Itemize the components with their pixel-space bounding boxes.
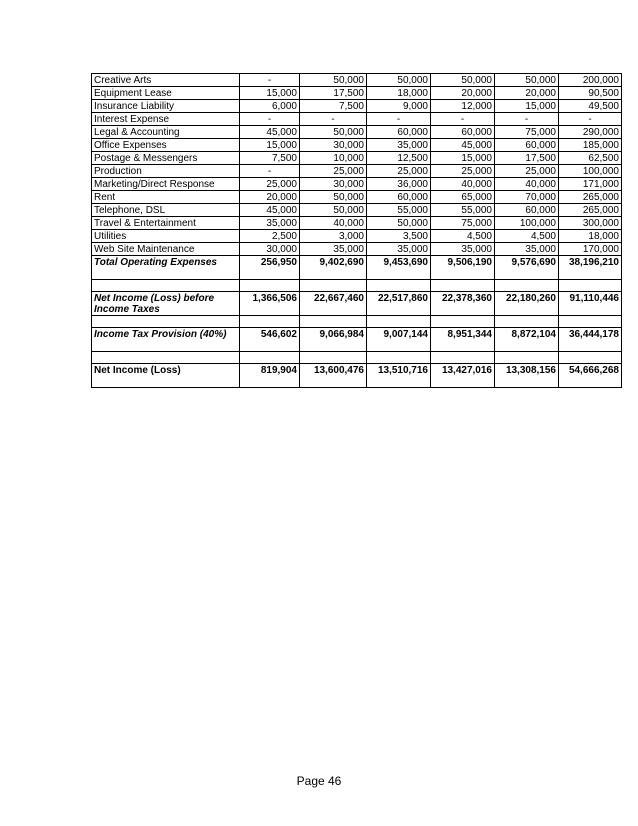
row-value: 35,000: [367, 139, 431, 152]
row-value: 50,000: [300, 191, 367, 204]
row-value: 256,950: [240, 256, 300, 280]
row-value: 4,500: [495, 230, 559, 243]
row-value: 35,000: [300, 243, 367, 256]
row-value: 20,000: [240, 191, 300, 204]
empty-cell: [559, 280, 622, 292]
row-value: 265,000: [559, 204, 622, 217]
table-row: [92, 204, 622, 217]
empty-cell: [431, 352, 495, 364]
empty-cell: [559, 352, 622, 364]
row-value: 200,000: [559, 74, 622, 87]
row-value: 40,000: [300, 217, 367, 230]
empty-cell: [300, 316, 367, 328]
table-row: [92, 243, 622, 256]
row-value: 25,000: [495, 165, 559, 178]
row-label: Creative Arts: [92, 74, 240, 87]
row-value: 9,000: [367, 100, 431, 113]
row-label: Office Expenses: [92, 139, 240, 152]
row-value: -: [300, 113, 367, 126]
row-value: 45,000: [431, 139, 495, 152]
row-value: 819,904: [240, 364, 300, 388]
row-value: 9,453,690: [367, 256, 431, 280]
empty-cell: [92, 352, 240, 364]
empty-cell: [367, 352, 431, 364]
empty-cell: [92, 280, 240, 292]
row-value: 2,500: [240, 230, 300, 243]
row-value: 65,000: [431, 191, 495, 204]
row-value: 40,000: [495, 178, 559, 191]
table-row: [92, 165, 622, 178]
row-value: 35,000: [240, 217, 300, 230]
row-value: 9,506,190: [431, 256, 495, 280]
row-value: 10,000: [300, 152, 367, 165]
row-value: 546,602: [240, 328, 300, 352]
row-value: 36,000: [367, 178, 431, 191]
row-label: Marketing/Direct Response: [92, 178, 240, 191]
financial-table: [91, 73, 622, 388]
row-label: Net Income (Loss): [92, 364, 240, 388]
spacer-row: [92, 316, 622, 328]
row-value: 15,000: [495, 100, 559, 113]
empty-cell: [367, 316, 431, 328]
table-row: [92, 191, 622, 204]
table-row: [92, 230, 622, 243]
row-value: 20,000: [495, 87, 559, 100]
row-value: 50,000: [300, 126, 367, 139]
row-value: 20,000: [431, 87, 495, 100]
row-value: 55,000: [367, 204, 431, 217]
row-value: 60,000: [367, 126, 431, 139]
empty-cell: [92, 316, 240, 328]
empty-cell: [240, 280, 300, 292]
row-value: 45,000: [240, 126, 300, 139]
row-value: 25,000: [431, 165, 495, 178]
row-value: 100,000: [559, 165, 622, 178]
row-value: 75,000: [431, 217, 495, 230]
row-label: Legal & Accounting: [92, 126, 240, 139]
empty-cell: [495, 316, 559, 328]
row-value: 70,000: [495, 191, 559, 204]
empty-cell: [240, 352, 300, 364]
row-value: 22,180,260: [495, 292, 559, 316]
total-row: [92, 256, 622, 280]
empty-cell: [495, 280, 559, 292]
row-value: 3,500: [367, 230, 431, 243]
row-value: 60,000: [495, 139, 559, 152]
empty-cell: [300, 280, 367, 292]
row-label: Postage & Messengers: [92, 152, 240, 165]
row-value: 15,000: [431, 152, 495, 165]
row-value: 25,000: [367, 165, 431, 178]
row-value: -: [240, 74, 300, 87]
row-value: 25,000: [240, 178, 300, 191]
row-value: 62,500: [559, 152, 622, 165]
table-row: [92, 152, 622, 165]
row-value: 45,000: [240, 204, 300, 217]
row-label: Total Operating Expenses: [92, 256, 240, 280]
row-label: Insurance Liability: [92, 100, 240, 113]
row-value: -: [240, 165, 300, 178]
row-value: 17,500: [495, 152, 559, 165]
row-value: 25,000: [300, 165, 367, 178]
row-value: 49,500: [559, 100, 622, 113]
row-value: 13,308,156: [495, 364, 559, 388]
row-value: 171,000: [559, 178, 622, 191]
row-value: 38,196,210: [559, 256, 622, 280]
table-row: [92, 178, 622, 191]
empty-cell: [559, 316, 622, 328]
row-label: Rent: [92, 191, 240, 204]
row-value: 300,000: [559, 217, 622, 230]
empty-cell: [431, 280, 495, 292]
row-value: 13,427,016: [431, 364, 495, 388]
row-value: -: [495, 113, 559, 126]
row-value: 290,000: [559, 126, 622, 139]
row-value: 12,000: [431, 100, 495, 113]
row-value: 30,000: [300, 178, 367, 191]
table-row: [92, 100, 622, 113]
row-value: 30,000: [300, 139, 367, 152]
row-value: 3,000: [300, 230, 367, 243]
row-value: 75,000: [495, 126, 559, 139]
total-row: [92, 292, 622, 316]
row-value: 50,000: [367, 74, 431, 87]
row-value: 35,000: [367, 243, 431, 256]
row-value: 22,378,360: [431, 292, 495, 316]
row-label: Equipment Lease: [92, 87, 240, 100]
row-value: 9,007,144: [367, 328, 431, 352]
table-row: [92, 126, 622, 139]
row-label: Income Tax Provision (40%): [92, 328, 240, 352]
table-row: [92, 217, 622, 230]
row-label: Net Income (Loss) before Income Taxes: [92, 292, 240, 316]
row-value: 22,667,460: [300, 292, 367, 316]
row-value: 36,444,178: [559, 328, 622, 352]
row-value: 54,666,268: [559, 364, 622, 388]
table-body: [92, 74, 622, 388]
row-value: 8,872,104: [495, 328, 559, 352]
page-number: Page 46: [296, 774, 342, 788]
row-value: 90,500: [559, 87, 622, 100]
row-value: 9,576,690: [495, 256, 559, 280]
empty-cell: [300, 352, 367, 364]
row-label: Utilities: [92, 230, 240, 243]
row-value: 8,951,344: [431, 328, 495, 352]
empty-cell: [431, 316, 495, 328]
empty-cell: [495, 352, 559, 364]
row-label: Travel & Entertainment: [92, 217, 240, 230]
row-value: 60,000: [495, 204, 559, 217]
total-row: [92, 364, 622, 388]
row-value: -: [559, 113, 622, 126]
row-value: 50,000: [495, 74, 559, 87]
row-label: Telephone, DSL: [92, 204, 240, 217]
row-label: Production: [92, 165, 240, 178]
row-value: 55,000: [431, 204, 495, 217]
row-value: 50,000: [300, 204, 367, 217]
row-value: 185,000: [559, 139, 622, 152]
row-value: 40,000: [431, 178, 495, 191]
row-value: 13,510,716: [367, 364, 431, 388]
row-value: 6,000: [240, 100, 300, 113]
row-value: 265,000: [559, 191, 622, 204]
row-value: 18,000: [559, 230, 622, 243]
table-row: [92, 113, 622, 126]
row-value: 22,517,860: [367, 292, 431, 316]
row-value: 35,000: [495, 243, 559, 256]
row-value: 12,500: [367, 152, 431, 165]
row-label: Interest Expense: [92, 113, 240, 126]
table-row: [92, 139, 622, 152]
row-value: 7,500: [300, 100, 367, 113]
row-value: -: [431, 113, 495, 126]
row-value: 9,402,690: [300, 256, 367, 280]
row-label: Web Site Maintenance: [92, 243, 240, 256]
empty-cell: [367, 280, 431, 292]
row-value: 50,000: [300, 74, 367, 87]
row-value: 170,000: [559, 243, 622, 256]
row-value: 35,000: [431, 243, 495, 256]
row-value: 60,000: [367, 191, 431, 204]
spacer-row: [92, 280, 622, 292]
row-value: 9,066,984: [300, 328, 367, 352]
table-row: [92, 87, 622, 100]
row-value: 17,500: [300, 87, 367, 100]
row-value: 50,000: [431, 74, 495, 87]
total-row: [92, 328, 622, 352]
row-value: 13,600,476: [300, 364, 367, 388]
row-value: 18,000: [367, 87, 431, 100]
row-value: -: [240, 113, 300, 126]
row-value: 1,366,506: [240, 292, 300, 316]
row-value: 50,000: [367, 217, 431, 230]
row-value: 4,500: [431, 230, 495, 243]
row-value: 30,000: [240, 243, 300, 256]
row-value: 60,000: [431, 126, 495, 139]
table-row: [92, 74, 622, 87]
spacer-row: [92, 352, 622, 364]
row-value: 100,000: [495, 217, 559, 230]
row-value: -: [367, 113, 431, 126]
empty-cell: [240, 316, 300, 328]
row-value: 15,000: [240, 139, 300, 152]
row-value: 15,000: [240, 87, 300, 100]
row-value: 7,500: [240, 152, 300, 165]
row-value: 91,110,446: [559, 292, 622, 316]
